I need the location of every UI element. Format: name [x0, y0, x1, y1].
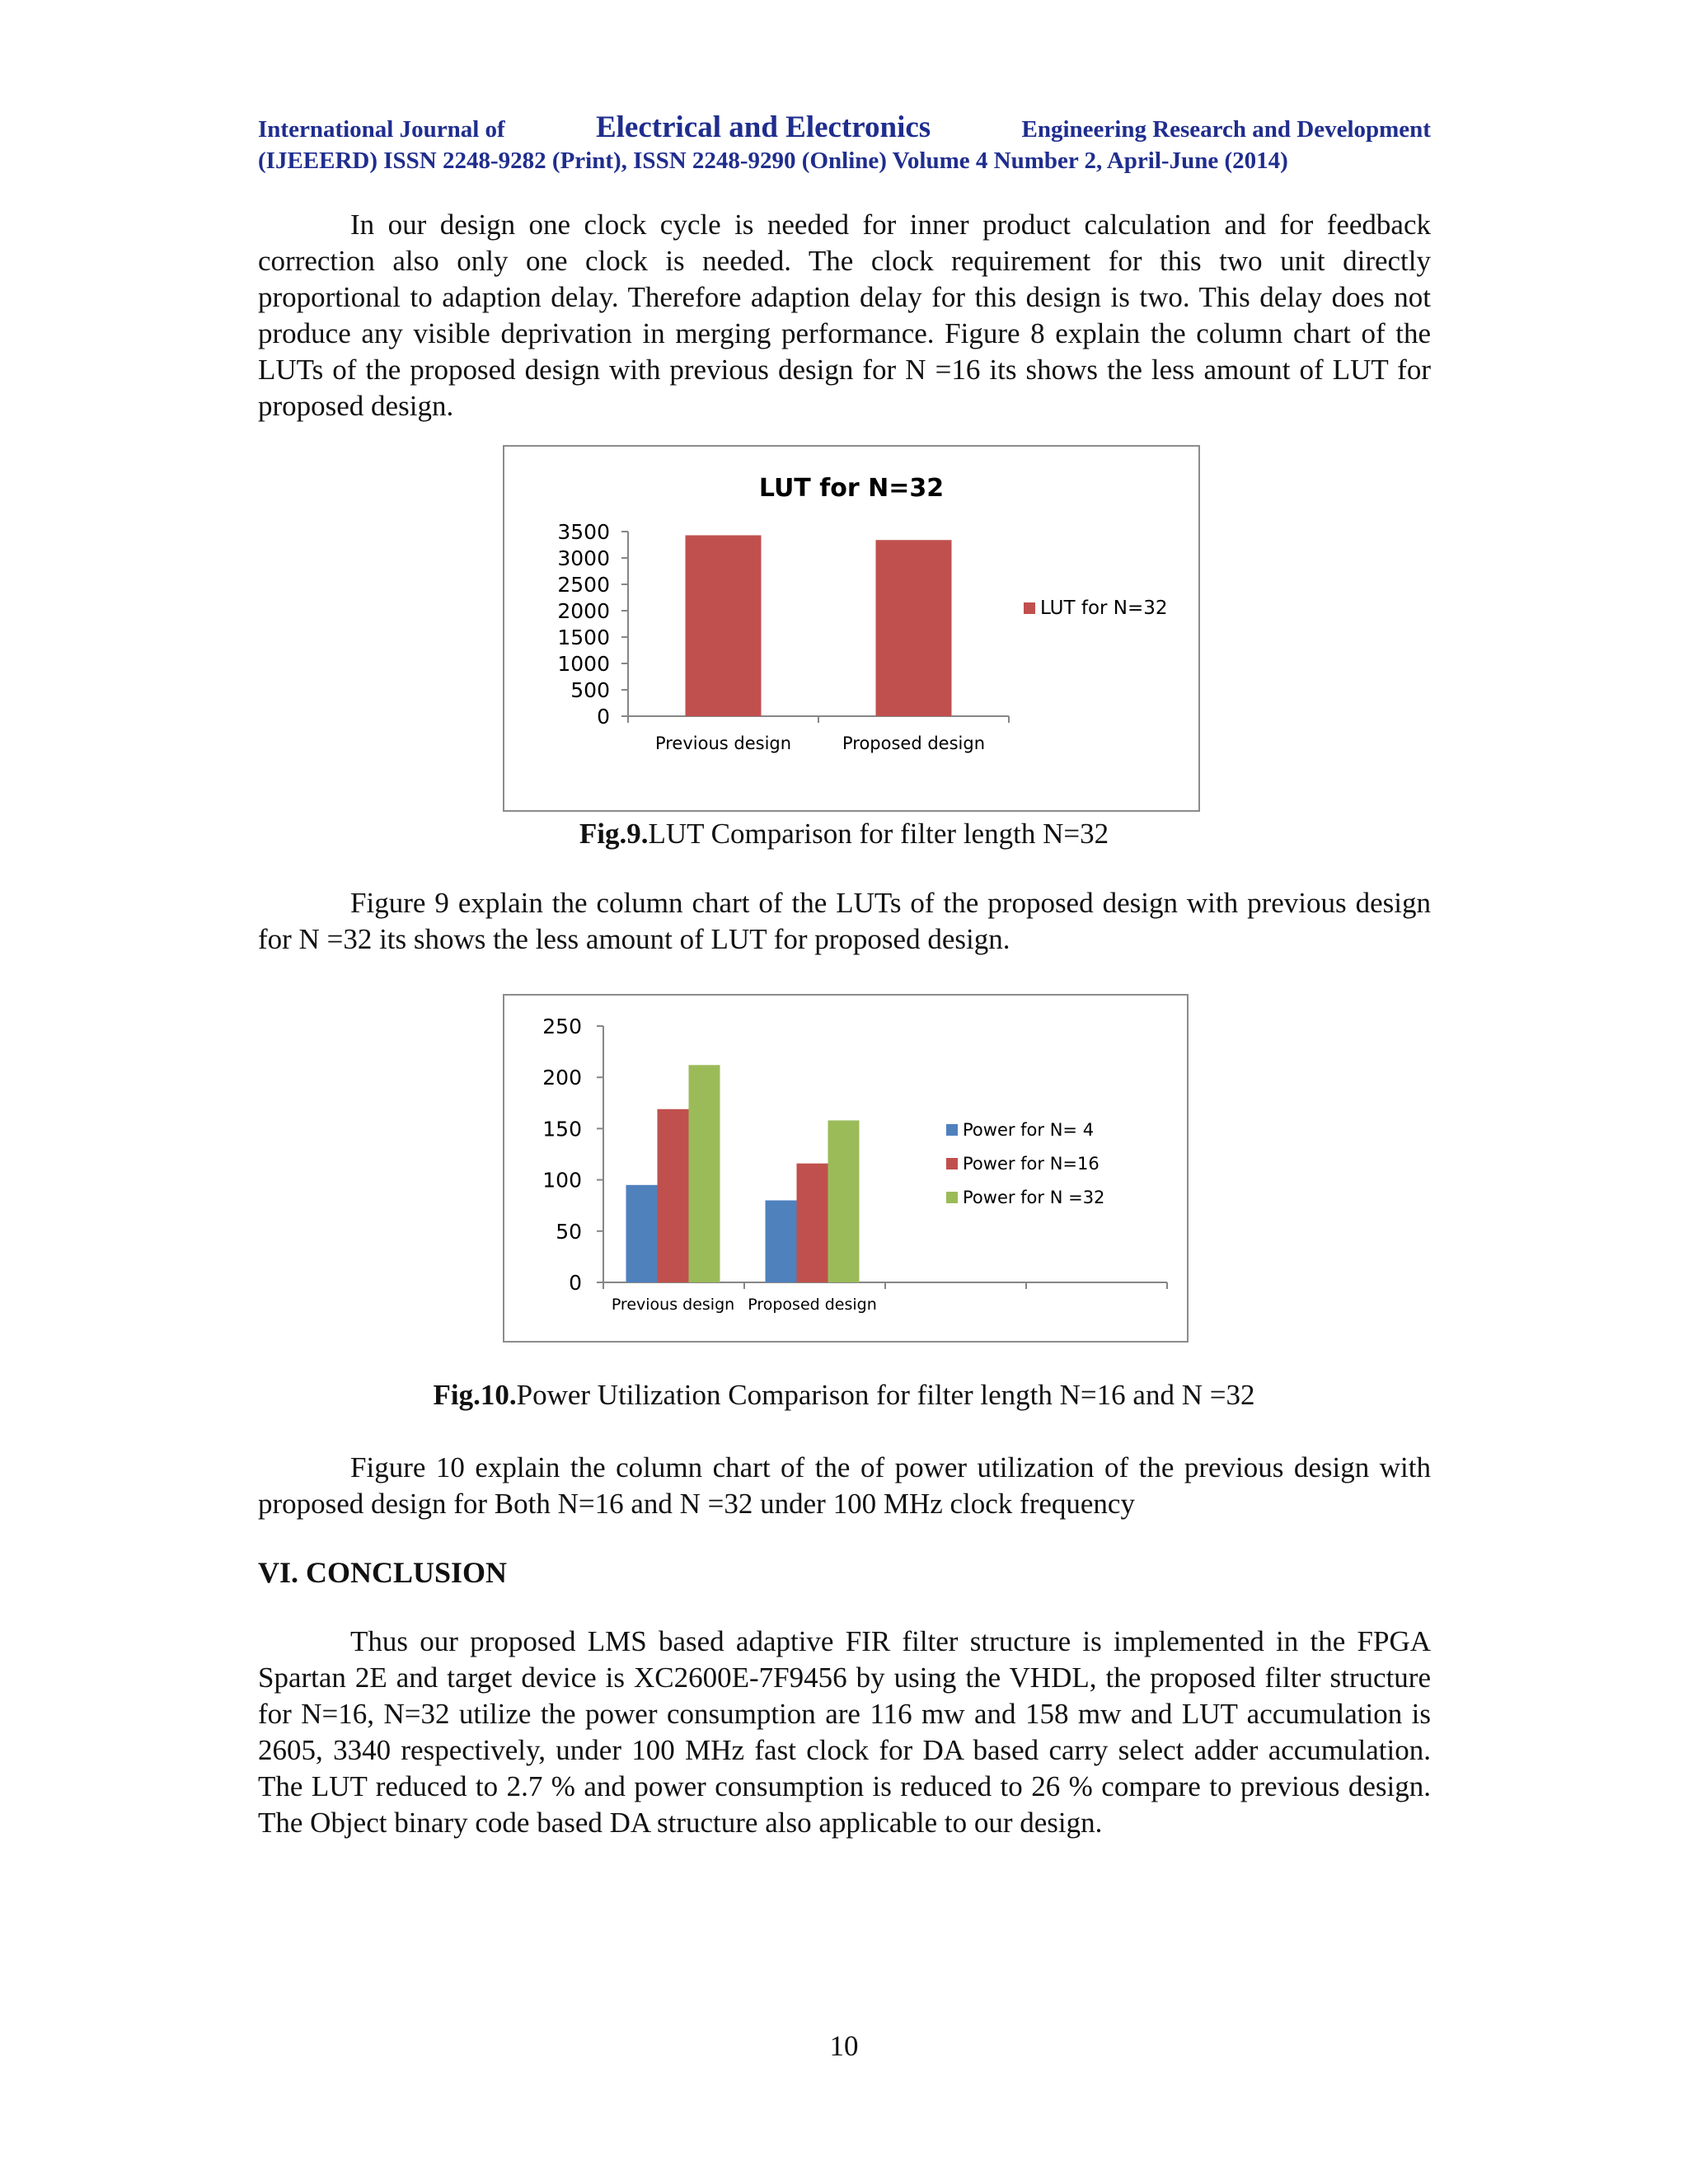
- chart2-y-ticks: [542, 1015, 603, 1295]
- page-number: 10: [829, 2030, 859, 2062]
- figure-10-text: Power Utilization Comparison for filter length N=16 and N =32: [516, 1379, 1255, 1411]
- chart1-bars: [686, 535, 952, 716]
- paragraph-conclusion: Thus our proposed LMS based adaptive FIR filter structure is implemented in the FPGA Spartan 2E and target device is XC2600E-7F9456 by using the VHDL, the proposed filter structure for N=16, N=32 utilize the power consumption are 116 mw and 158 mw and LUT accumulation is 2605, 3340 respectively, under 100 MHz fast clock for DA based carry select adder accumulation. The LUT reduced to 2.7 % and power consumption is reduced to 26 % compare to previous design. The Object binary code based DA structure also applicable to our design.: [258, 1625, 1431, 1839]
- chart1-y-tick-label: 500: [570, 678, 610, 702]
- chart1-y-tick-label: 0: [597, 705, 610, 729]
- chart2-legend-swatch: [946, 1192, 958, 1203]
- chart2-y-tick-label: 150: [542, 1117, 582, 1141]
- chart1-x-tick-label: Proposed design: [842, 733, 986, 753]
- chart2-y-tick-label: 0: [569, 1271, 582, 1295]
- section-heading-conclusion: VI. CONCLUSION: [258, 1556, 508, 1589]
- chart2-bar: [658, 1109, 689, 1282]
- chart2-bar: [797, 1164, 828, 1282]
- chart1-bar: [686, 535, 762, 716]
- figure-10-caption: [0, 1377, 1688, 1413]
- chart1-axes: [628, 532, 1009, 716]
- chart2-legend-swatch: [946, 1158, 958, 1169]
- chart2-x-tick-label: Proposed design: [748, 1296, 877, 1314]
- lut-chart-svg: [504, 447, 1198, 810]
- chart2-legend-label: Power for N= 4: [963, 1120, 1095, 1140]
- power-chart: [503, 994, 1189, 1343]
- chart2-x-tick-label: Previous design: [611, 1296, 735, 1314]
- chart1-y-tick-label: 1000: [557, 652, 610, 676]
- chart1-bar: [876, 540, 952, 716]
- chart1-y-tick-label: 3000: [557, 546, 610, 570]
- chart2-y-tick-label: 50: [556, 1219, 582, 1244]
- figure-9-text: LUT Comparison for filter length N=32: [648, 818, 1109, 850]
- paragraph-figure-9: Figure 9 explain the column chart of the LUTs of the proposed design with previous design for N =32 its shows the less amount of LUT for proposed design.: [258, 887, 1431, 955]
- chart2-bar: [766, 1200, 797, 1282]
- power-chart-svg: [504, 996, 1187, 1341]
- journal-name-part1: International Journal of: [258, 116, 505, 143]
- chart2-bar: [828, 1120, 860, 1282]
- chart2-bar: [626, 1185, 658, 1282]
- figure-10-label: Fig.10.: [433, 1379, 517, 1411]
- chart2-x-labels: [603, 1282, 1167, 1314]
- paragraph-adaption-delay: In our design one clock cycle is needed for inner product calculation and for feedback correction also only one clock is needed. The clock requirement for this two unit directly proportional to adaption delay. Therefore adaption delay for this design is two. This delay does not produce any visible deprivation in merging performance. Figure 8 explain the column chart of the LUTs of the proposed design with previous design for N =16 its shows the less amount of LUT for proposed design.: [258, 209, 1431, 422]
- chart1-legend-swatch: [1024, 602, 1035, 614]
- chart1-title: LUT for N=32: [758, 474, 945, 503]
- chart1-y-tick-label: 2500: [557, 573, 610, 597]
- chart1-y-tick-label: 1500: [557, 626, 610, 649]
- chart1-y-tick-label: 2000: [557, 599, 610, 623]
- chart2-y-tick-label: 100: [542, 1168, 582, 1193]
- figure-9-caption: [0, 816, 1688, 852]
- chart2-legend: [946, 1120, 1104, 1207]
- chart2-legend-swatch: [946, 1124, 958, 1136]
- chart2-legend-label: Power for N=16: [963, 1154, 1100, 1174]
- chart1-x-tick-label: Previous design: [654, 733, 792, 753]
- chart1-legend: [1024, 598, 1168, 619]
- chart2-bar: [689, 1065, 720, 1282]
- chart2-bars: [626, 1065, 860, 1282]
- chart1-y-tick-label: 3500: [557, 520, 610, 544]
- paragraph-figure-10: Figure 10 explain the column chart of the of power utilization of the previous design with proposed design for Both N=16 and N =32 under 100 MHz clock frequency: [258, 1451, 1431, 1520]
- journal-name-part3: Engineering Research and Development: [1021, 116, 1431, 143]
- figure-9-label: Fig.9.: [579, 818, 649, 850]
- journal-header-line1: [258, 112, 1431, 145]
- chart2-y-tick-label: 200: [542, 1066, 582, 1090]
- journal-name-part2: Electrical and Electronics: [595, 110, 931, 144]
- journal-header: [258, 112, 1431, 176]
- lut-chart: [503, 445, 1200, 812]
- chart2-y-tick-label: 250: [542, 1015, 582, 1038]
- chart1-y-ticks: [557, 520, 628, 729]
- chart1-x-labels: [628, 716, 1009, 753]
- chart2-legend-label: Power for N =32: [963, 1188, 1105, 1207]
- chart1-legend-label: LUT for N=32: [1040, 598, 1168, 619]
- journal-issn-line: (IJEEERD) ISSN 2248-9282 (Print), ISSN 2248-9290 (Online) Volume 4 Number 2, April-June (2014): [258, 148, 1288, 174]
